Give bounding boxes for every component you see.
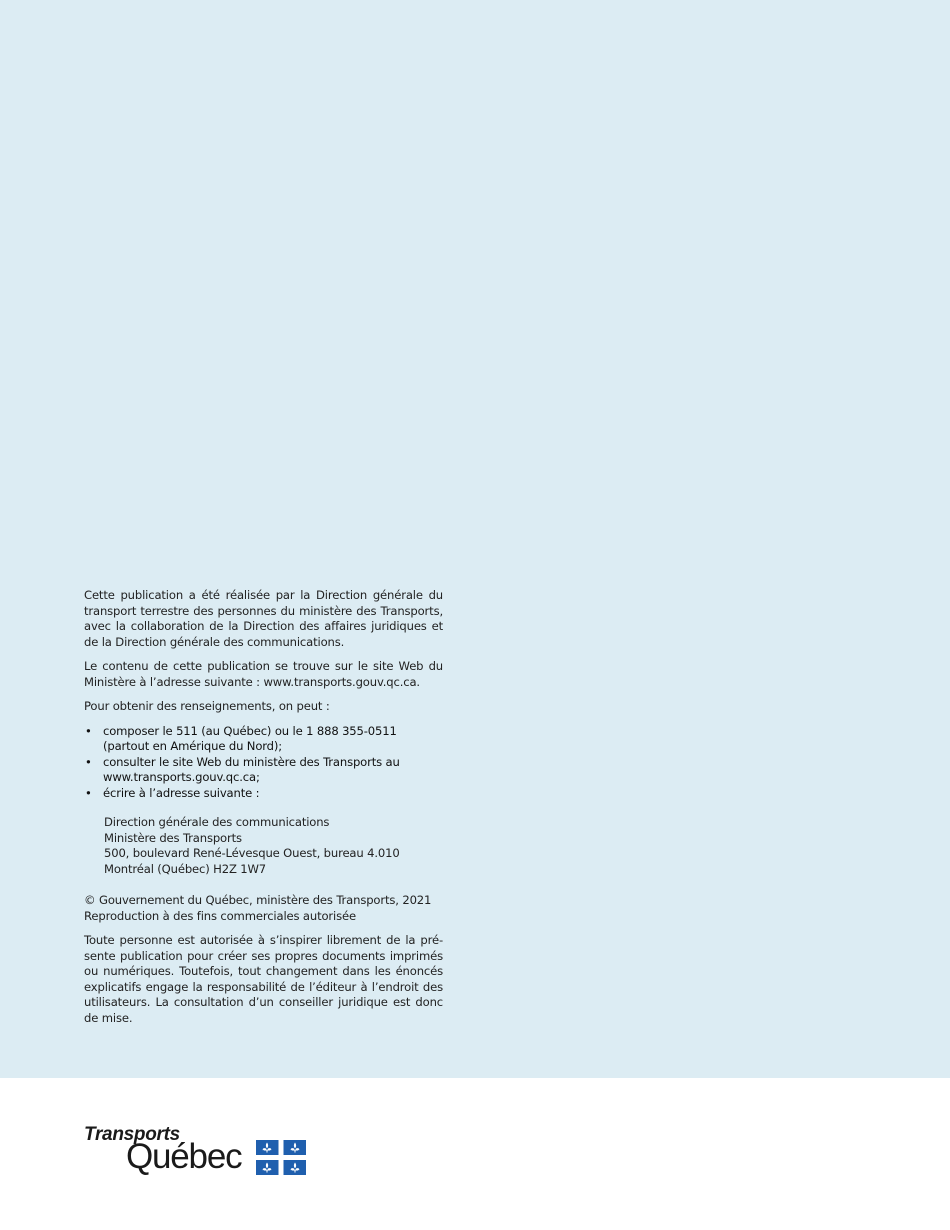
mailing-address	[104, 815, 443, 877]
copyright-block	[84, 893, 443, 924]
transports-quebec-logo	[84, 1124, 314, 1184]
info-intro: Pour obtenir des renseignements, on peut :	[84, 699, 330, 713]
list-item: • écrire à l’adresse suivante :	[84, 786, 443, 802]
colophon-text	[84, 588, 443, 1035]
copyright-line: © Gouvernement du Québec, ministère des Transports, 2021	[84, 893, 432, 907]
logo-line-1: Transports	[84, 1124, 180, 1145]
list-item: • composer le 511 (au Québec) ou le 1 888 355-0511 (partout en Amérique du Nord);	[84, 724, 443, 755]
list-item: • consulter le site Web du ministère des Transports au www.transports.gouv.qc.ca;	[84, 755, 443, 786]
reproduction-line: Reproduction à des fins commerciales autorisée	[84, 908, 356, 923]
quebec-flag-icon	[256, 1140, 306, 1175]
contact-list	[84, 724, 443, 802]
credit-paragraph: Cette publication a été réalisée par la Direction générale du transport terrestre des personnes du ministère des Transports, avec la collaboration de la Direction des affaires juridiques et de la Direction générale des communications.	[84, 588, 443, 649]
usage-paragraph: Toute personne est autorisée à s’inspirer librement de la pré-sente publication pour créer ses propres documents imprimés ou numériques. Toutefois, tout changement dans les énoncés explicatifs engage la responsabilité de l’éditeur à l’endroit des utilisateurs. La consultation d’un conseiller juridique est donc de mise.	[84, 933, 443, 1025]
address-line: 500, boulevard René-Lévesque Ouest, bureau 4.010	[104, 846, 400, 860]
website-paragraph: Le contenu de cette publication se trouve sur le site Web du Ministère à l’adresse suivante : www.transports.gouv.qc.ca.	[84, 659, 443, 689]
address-line: Ministère des Transports	[104, 830, 242, 845]
address-line: Direction générale des communications	[104, 815, 330, 829]
address-line: Montréal (Québec) H2Z 1W7	[104, 861, 267, 876]
logo-line-2: Québec	[126, 1137, 242, 1176]
